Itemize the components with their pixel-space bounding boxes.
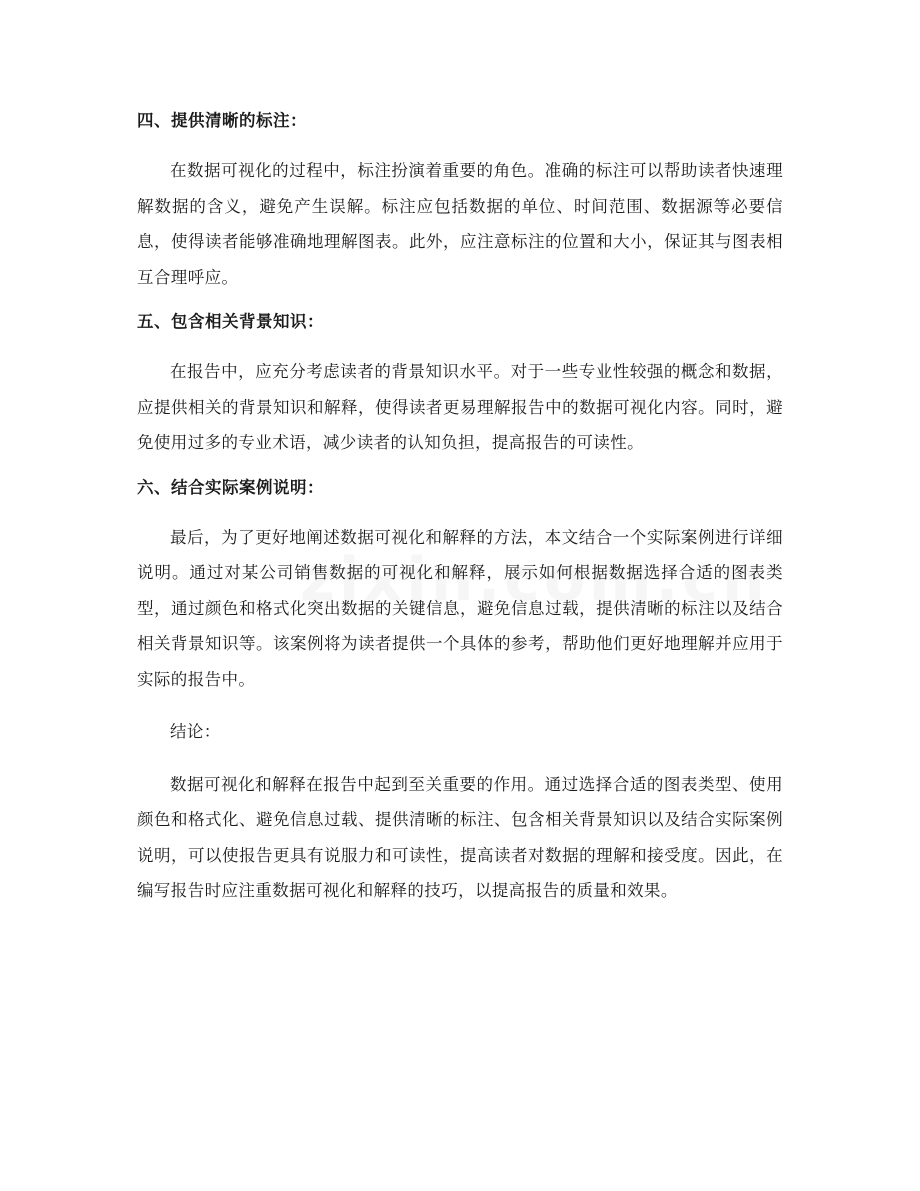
section-paragraph-4: 在数据可视化的过程中，标注扮演着重要的角色。准确的标注可以帮助读者快速理解数据的含义，避免产生误解。标注应包括数据的单位、时间范围、数据源等必要信息，使得读者能够准确地理解图表。此外，应注意标注的位置和大小，保证其与图表相互合理呼应。 <box>137 161 783 287</box>
section-heading-4: 四、提供清晰的标注： <box>137 111 307 130</box>
conclusion-paragraph: 数据可视化和解释在报告中起到至关重要的作用。通过选择合适的图表类型、使用颜色和格式化、避免信息过载、提供清晰的标注、包含相关背景知识以及结合实际案例说明，可以使报告更具有说服力和可读性，提高读者对数据的理解和接受度。因此，在编写报告时应注重数据可视化和解释的技巧，以提高报告的质量和效果。 <box>137 774 783 900</box>
section-paragraph-6: 最后，为了更好地阐述数据可视化和解释的方法，本文结合一个实际案例进行详细说明。通过对某公司销售数据的可视化和解释，展示如何根据数据选择合适的图表类型，通过颜色和格式化突出数据的关键信息，避免信息过载，提供清晰的标注以及结合相关背景知识等。该案例将为读者提供一个具体的参考，帮助他们更好地理解并应用于实际的报告中。 <box>137 527 783 689</box>
section-paragraph-5: 在报告中，应充分考虑读者的背景知识水平。对于一些专业性较强的概念和数据，应提供相关的背景知识和解释，使得读者更易理解报告中的数据可视化内容。同时，避免使用过多的专业术语，减少读者的认知负担，提高报告的可读性。 <box>137 362 783 452</box>
conclusion-label: 结论： <box>170 722 221 741</box>
section-heading-5: 五、包含相关背景知识： <box>137 312 324 331</box>
section-heading-6: 六、结合实际案例说明： <box>137 477 324 497</box>
document-body <box>137 106 783 909</box>
